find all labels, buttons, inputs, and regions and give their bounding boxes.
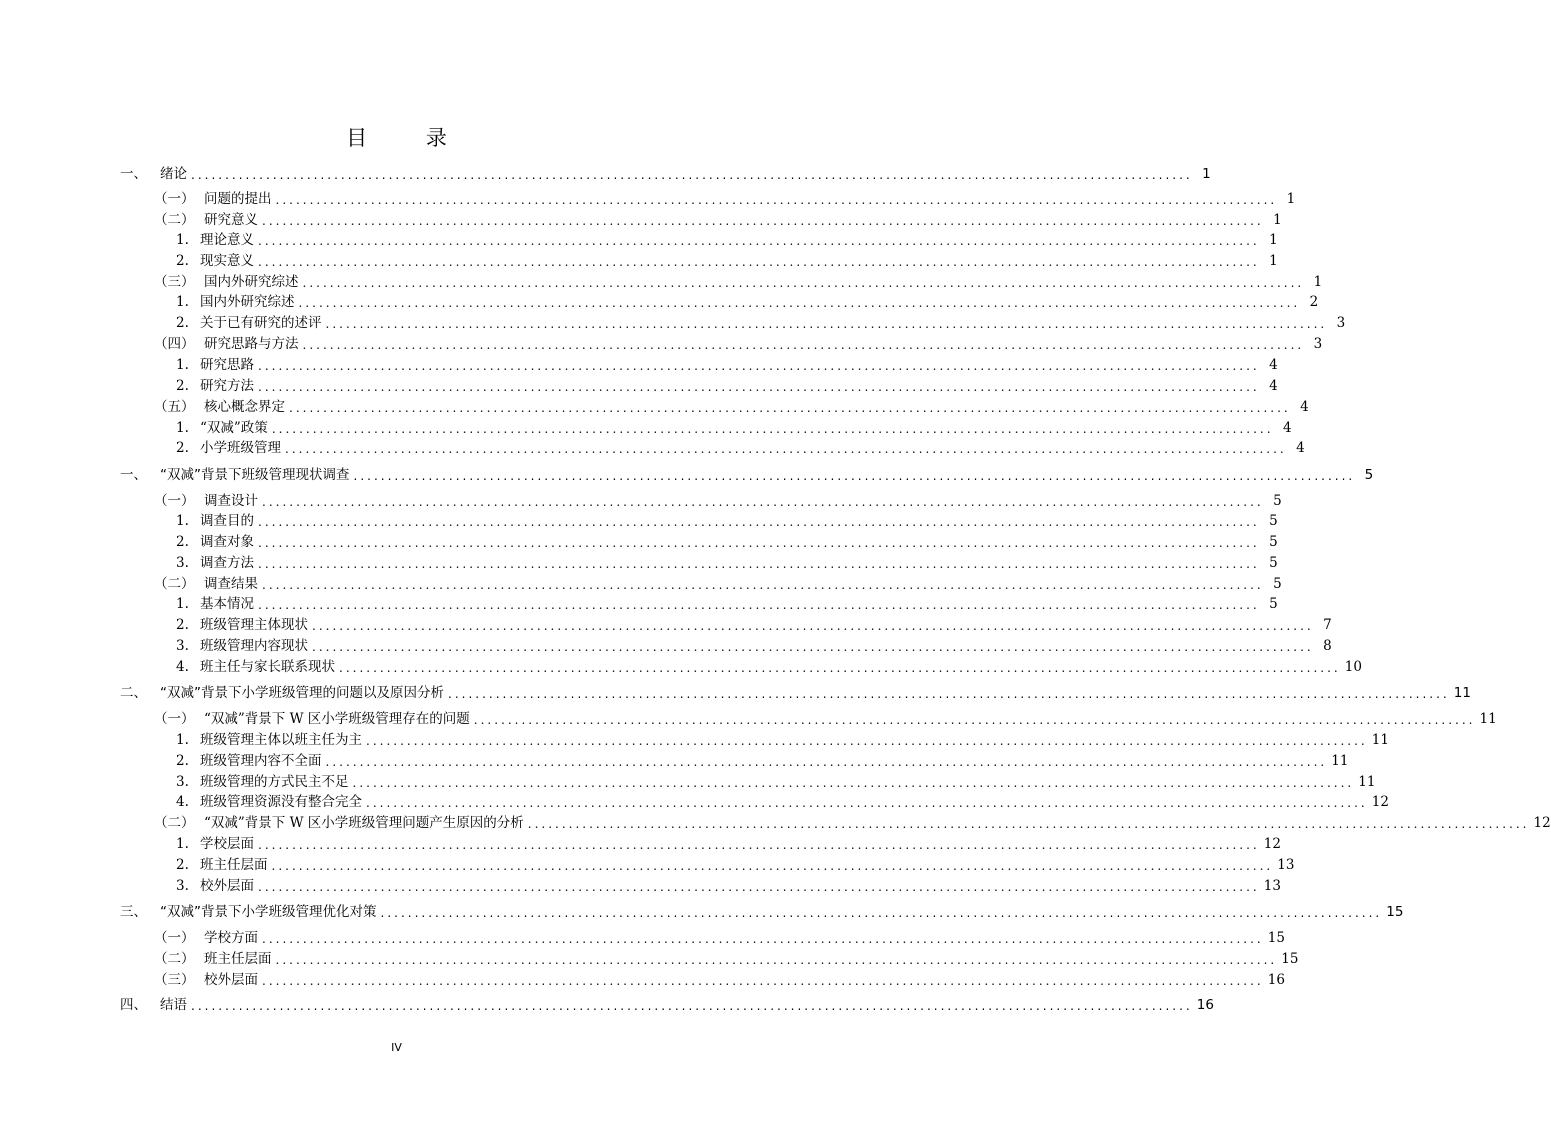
toc-dot-leader: ................................................................................................................................................... xyxy=(353,469,1356,483)
toc-page-number: 3 xyxy=(1313,336,1323,352)
toc-subsection-entry[interactable] xyxy=(120,292,1319,312)
toc-page-number: 5 xyxy=(1273,493,1282,509)
toc-entry-title: 学校层面 xyxy=(200,836,254,852)
toc-dot-leader: ................................................................................................................................................... xyxy=(312,619,1314,633)
toc-entry-title: 调查目的 xyxy=(200,513,254,529)
toc-dot-leader: ................................................................................................................................................... xyxy=(302,338,1305,352)
toc-section-entry[interactable] xyxy=(120,491,1282,511)
toc-entry-heading xyxy=(120,438,281,458)
toc-entry-number: 1. xyxy=(176,232,189,248)
toc-entry-heading xyxy=(120,292,295,312)
toc-entry-number: 4. xyxy=(176,659,189,675)
toc-entry-title: 班级管理主体现状 xyxy=(200,617,308,633)
toc-entry-number: （二） xyxy=(154,815,195,831)
toc-subsection-entry[interactable] xyxy=(120,772,1376,792)
toc-dot-leader: ................................................................................................................................................... xyxy=(527,817,1530,831)
toc-entry-title: 调查方法 xyxy=(200,555,254,571)
toc-entry-number: 1. xyxy=(176,513,189,529)
toc-page-number: 8 xyxy=(1323,638,1332,654)
toc-dot-leader: ................................................................................................................................................... xyxy=(258,536,1260,550)
toc-entry-heading xyxy=(120,230,254,250)
toc-entry-title: 研究思路与方法 xyxy=(204,336,299,352)
toc-subsection-entry[interactable] xyxy=(120,615,1332,635)
toc-entry-number: 2. xyxy=(176,753,189,769)
toc-entry-heading xyxy=(120,553,254,573)
toc-entry-heading xyxy=(120,418,268,438)
toc-entry-heading xyxy=(120,615,308,635)
toc-subsection-entry[interactable] xyxy=(120,792,1389,812)
toc-page-number: 10 xyxy=(1344,659,1362,675)
toc-entry-heading xyxy=(120,902,377,922)
toc-entry-heading xyxy=(120,657,335,677)
toc-page-number: 1 xyxy=(1202,166,1211,182)
toc-entry-heading xyxy=(120,949,272,969)
toc-page-number: 16 xyxy=(1196,997,1214,1013)
toc-page-number: 5 xyxy=(1269,555,1278,571)
toc-dot-leader: ................................................................................................................................................... xyxy=(258,838,1260,852)
toc-page-number: 13 xyxy=(1263,878,1281,894)
toc-section-entry[interactable] xyxy=(120,928,1285,948)
toc-entry-number: （四） xyxy=(154,336,195,352)
toc-entry-number: （二） xyxy=(154,576,195,592)
toc-entry-heading xyxy=(120,594,254,614)
toc-entry-title: 班主任层面 xyxy=(200,857,268,873)
toc-page-number: 12 xyxy=(1371,794,1389,810)
toc-dot-leader: ................................................................................................................................................... xyxy=(271,422,1274,436)
toc-entry-title: 理论意义 xyxy=(200,232,254,248)
toc-entry-heading xyxy=(120,970,258,990)
page-title: 目 录 xyxy=(346,126,473,150)
toc-dot-leader: ................................................................................................................................................... xyxy=(191,999,1193,1013)
toc-page-number: 11 xyxy=(1479,711,1497,727)
toc-dot-leader: ................................................................................................................................................... xyxy=(258,557,1260,571)
toc-dot-leader: ................................................................................................................................................... xyxy=(339,661,1341,675)
toc-entry-heading xyxy=(120,334,299,354)
toc-page-number: 12 xyxy=(1533,815,1551,831)
toc-entry-number: 1. xyxy=(176,294,189,310)
toc-page-number: 4 xyxy=(1269,378,1278,394)
toc-dot-leader: ................................................................................................................................................... xyxy=(258,598,1260,612)
toc-entry-number: （二） xyxy=(154,212,195,228)
toc-entry-heading xyxy=(120,313,322,333)
toc-entry-title: 班级管理内容现状 xyxy=(200,638,308,654)
toc-section-entry[interactable] xyxy=(120,949,1299,969)
toc-page-number: 1 xyxy=(1313,274,1323,290)
toc-page-number: 7 xyxy=(1323,617,1332,633)
toc-entry-number: （一） xyxy=(154,493,195,509)
toc-entry-heading xyxy=(120,834,254,854)
toc-subsection-entry[interactable] xyxy=(120,657,1362,677)
toc-dot-leader: ................................................................................................................................................... xyxy=(271,859,1274,873)
toc-entry-number: 四、 xyxy=(120,997,147,1013)
toc-page-number: 11 xyxy=(1371,732,1389,748)
toc-entry-number: 3. xyxy=(176,555,189,571)
toc-subsection-entry[interactable] xyxy=(120,376,1278,396)
toc-page-number: 5 xyxy=(1273,576,1282,592)
toc-entry-title: 研究意义 xyxy=(204,212,258,228)
toc-entry-heading xyxy=(120,532,254,552)
toc-page-number: 5 xyxy=(1364,467,1374,483)
toc-entry-number: （一） xyxy=(154,930,195,946)
toc-subsection-entry[interactable] xyxy=(120,855,1295,875)
toc-entry-heading xyxy=(120,709,470,729)
toc-subsection-entry[interactable] xyxy=(120,876,1281,896)
toc-dot-leader: ................................................................................................................................................... xyxy=(366,796,1368,810)
toc-entry-number: 1. xyxy=(176,357,189,373)
toc-entry-title: 班级管理内容不全面 xyxy=(200,753,322,769)
toc-dot-leader: ................................................................................................................................................... xyxy=(325,755,1328,769)
toc-entry-heading xyxy=(120,636,308,656)
toc-entry-title: 基本情况 xyxy=(200,596,254,612)
toc-chapter-entry[interactable] xyxy=(120,683,1471,703)
toc-page-number: 5 xyxy=(1269,534,1278,550)
toc-dot-leader: ................................................................................................................................................... xyxy=(325,317,1328,331)
toc-entry-heading xyxy=(120,272,299,292)
toc-entry-title: 研究思路 xyxy=(200,357,254,373)
toc-entry-title: 校外层面 xyxy=(204,972,258,988)
toc-entry-number: 2. xyxy=(176,440,189,456)
toc-dot-leader: ................................................................................................................................................... xyxy=(262,974,1264,988)
toc-subsection-entry[interactable] xyxy=(120,355,1278,375)
toc-dot-leader: ................................................................................................................................................... xyxy=(262,214,1264,228)
toc-entry-heading xyxy=(120,876,254,896)
toc-page-number: 15 xyxy=(1281,951,1299,967)
toc-subsection-entry[interactable] xyxy=(120,553,1278,573)
toc-dot-leader: ................................................................................................................................................... xyxy=(258,880,1260,894)
toc-entry-heading xyxy=(120,730,362,750)
toc-dot-leader: ................................................................................................................................................... xyxy=(285,442,1287,456)
toc-entry-number: 一、 xyxy=(120,166,147,182)
toc-entry-heading xyxy=(120,813,524,833)
toc-entry-number: 2. xyxy=(176,378,189,394)
toc-entry-title: 调查对象 xyxy=(200,534,254,550)
toc-entry-number: 3. xyxy=(176,878,189,894)
toc-entry-heading xyxy=(120,491,258,511)
toc-dot-leader: ................................................................................................................................................... xyxy=(258,359,1260,373)
toc-section-entry[interactable] xyxy=(120,272,1323,292)
toc-dot-leader: ................................................................................................................................................... xyxy=(289,401,1291,415)
toc-entry-title: 核心概念界定 xyxy=(204,399,285,415)
toc-entry-number: （三） xyxy=(154,274,195,290)
toc-entry-title: 学校方面 xyxy=(204,930,258,946)
toc-page-number: 1 xyxy=(1269,253,1278,269)
toc-entry-heading xyxy=(120,792,362,812)
page-number-footer: IV xyxy=(391,1041,402,1054)
toc-subsection-entry[interactable] xyxy=(120,313,1346,333)
toc-page-number: 11 xyxy=(1453,685,1471,701)
toc-dot-leader: ................................................................................................................................................... xyxy=(262,578,1264,592)
toc-dot-leader: ................................................................................................................................................... xyxy=(258,515,1260,529)
toc-entry-title: 班级管理的方式民主不足 xyxy=(200,774,349,790)
toc-page-number: 11 xyxy=(1358,774,1376,790)
toc-entry-title: “双减”背景下班级管理现状调查 xyxy=(160,467,350,483)
toc-dot-leader: ................................................................................................................................................... xyxy=(352,776,1355,790)
toc-page-number: 15 xyxy=(1267,930,1285,946)
toc-section-entry[interactable] xyxy=(120,574,1282,594)
toc-dot-leader: ................................................................................................................................................... xyxy=(448,687,1450,701)
toc-entry-heading xyxy=(120,376,254,396)
toc-entry-title: “双减”政策 xyxy=(200,420,268,436)
toc-subsection-entry[interactable] xyxy=(120,636,1332,656)
toc-dot-leader: ................................................................................................................................................... xyxy=(366,734,1368,748)
toc-entry-heading xyxy=(120,397,285,417)
toc-page-number: 4 xyxy=(1296,440,1305,456)
toc-dot-leader: ................................................................................................................................................... xyxy=(380,906,1383,920)
toc-entry-title: 国内外研究综述 xyxy=(204,274,299,290)
toc-entry-number: 2. xyxy=(176,857,189,873)
toc-chapter-entry[interactable] xyxy=(120,465,1374,485)
toc-page-number: 15 xyxy=(1386,904,1404,920)
toc-page-number: 5 xyxy=(1269,513,1278,529)
toc-entry-number: （二） xyxy=(154,951,195,967)
toc-dot-leader: ................................................................................................................................................... xyxy=(258,255,1260,269)
toc-section-entry[interactable] xyxy=(120,970,1285,990)
toc-entry-title: 班主任层面 xyxy=(204,951,272,967)
toc-entry-title: 调查结果 xyxy=(204,576,258,592)
toc-chapter-entry[interactable] xyxy=(120,164,1211,184)
toc-entry-number: 二、 xyxy=(120,685,147,701)
toc-chapter-entry[interactable] xyxy=(120,902,1404,922)
toc-entry-number: 2. xyxy=(176,617,189,633)
toc-entry-title: “双减”背景下小学班级管理的问题以及原因分析 xyxy=(160,685,444,701)
toc-dot-leader: ................................................................................................................................................... xyxy=(258,380,1260,394)
toc-page-number: 4 xyxy=(1300,399,1309,415)
toc-dot-leader: ................................................................................................................................................... xyxy=(473,713,1476,727)
toc-subsection-entry[interactable] xyxy=(120,230,1278,250)
toc-entry-number: 1. xyxy=(176,836,189,852)
toc-entry-heading xyxy=(120,164,187,184)
toc-page-number: 4 xyxy=(1282,420,1292,436)
toc-subsection-entry[interactable] xyxy=(120,438,1305,458)
toc-entry-heading xyxy=(120,995,187,1015)
toc-entry-heading xyxy=(120,574,258,594)
toc-dot-leader: ................................................................................................................................................... xyxy=(275,193,1278,207)
toc-page-number: 5 xyxy=(1269,596,1278,612)
toc-entry-number: （三） xyxy=(154,972,195,988)
toc-entry-number: 2. xyxy=(176,253,189,269)
toc-section-entry[interactable] xyxy=(120,397,1309,417)
toc-entry-heading xyxy=(120,465,350,485)
toc-subsection-entry[interactable] xyxy=(120,532,1278,552)
toc-page-number: 4 xyxy=(1269,357,1278,373)
toc-entry-title: 关于已有研究的述评 xyxy=(200,315,322,331)
toc-entry-title: 校外层面 xyxy=(200,878,254,894)
toc-entry-number: 1. xyxy=(176,596,189,612)
toc-entry-title: 绪论 xyxy=(160,166,187,182)
toc-entry-title: 国内外研究综述 xyxy=(200,294,295,310)
toc-entry-heading xyxy=(120,772,349,792)
toc-subsection-entry[interactable] xyxy=(120,730,1389,750)
toc-page-number: 13 xyxy=(1277,857,1295,873)
toc-entry-title: 结语 xyxy=(160,997,187,1013)
toc-entry-title: “双减”背景下 W 区小学班级管理问题产生原因的分析 xyxy=(204,815,524,831)
toc-page-number: 1 xyxy=(1269,232,1278,248)
toc-dot-leader: ................................................................................................................................................... xyxy=(302,276,1305,290)
toc-page-number: 16 xyxy=(1267,972,1285,988)
toc-entry-heading xyxy=(120,189,272,209)
toc-entry-number: 2. xyxy=(176,534,189,550)
toc-entry-heading xyxy=(120,251,254,271)
toc-page-number: 1 xyxy=(1286,191,1296,207)
toc-entry-number: 一、 xyxy=(120,467,147,483)
toc-dot-leader: ................................................................................................................................................... xyxy=(258,234,1260,248)
toc-entry-number: （一） xyxy=(154,191,195,207)
toc-entry-title: “双减”背景下小学班级管理优化对策 xyxy=(160,904,377,920)
toc-subsection-entry[interactable] xyxy=(120,251,1278,271)
toc-subsection-entry[interactable] xyxy=(120,751,1349,771)
toc-subsection-entry[interactable] xyxy=(120,418,1292,438)
toc-entry-number: 4. xyxy=(176,794,189,810)
toc-dot-leader: ................................................................................................................................................... xyxy=(262,932,1264,946)
toc-entry-title: 班主任与家长联系现状 xyxy=(200,659,335,675)
toc-entry-title: 研究方法 xyxy=(200,378,254,394)
toc-entry-number: 三、 xyxy=(120,904,147,920)
toc-entry-heading xyxy=(120,355,254,375)
toc-entry-heading xyxy=(120,928,258,948)
toc-entry-number: 1. xyxy=(176,732,189,748)
toc-entry-number: 3. xyxy=(176,774,189,790)
toc-entry-number: 2. xyxy=(176,315,189,331)
toc-entry-number: 3. xyxy=(176,638,189,654)
toc-entry-heading xyxy=(120,683,444,703)
toc-section-entry[interactable] xyxy=(120,210,1282,230)
toc-entry-title: 问题的提出 xyxy=(204,191,272,207)
toc-entry-heading xyxy=(120,751,322,771)
toc-page-number: 3 xyxy=(1336,315,1346,331)
toc-entry-title: 小学班级管理 xyxy=(200,440,281,456)
toc-page-number: 12 xyxy=(1263,836,1281,852)
toc-dot-leader: ................................................................................................................................................... xyxy=(312,640,1314,654)
toc-section-entry[interactable] xyxy=(120,334,1323,354)
toc-section-entry[interactable] xyxy=(120,813,1551,833)
toc-page-number: 11 xyxy=(1331,753,1349,769)
toc-entry-title: 班级管理资源没有整合完全 xyxy=(200,794,362,810)
toc-dot-leader: ................................................................................................................................................... xyxy=(262,495,1264,509)
toc-section-entry[interactable] xyxy=(120,189,1296,209)
toc-chapter-entry[interactable] xyxy=(120,995,1214,1015)
toc-dot-leader: ................................................................................................................................................... xyxy=(275,953,1278,967)
toc-entry-number: 1. xyxy=(176,420,189,436)
toc-page-number: 1 xyxy=(1273,212,1282,228)
toc-subsection-entry[interactable] xyxy=(120,511,1278,531)
toc-subsection-entry[interactable] xyxy=(120,594,1278,614)
toc-entry-heading xyxy=(120,511,254,531)
toc-dot-leader: ................................................................................................................................................... xyxy=(298,296,1301,310)
toc-entry-title: “双减”背景下 W 区小学班级管理存在的问题 xyxy=(204,711,470,727)
toc-entry-title: 班级管理主体以班主任为主 xyxy=(200,732,362,748)
toc-dot-leader: ................................................................................................................................................... xyxy=(191,168,1193,182)
toc-page-number: 2 xyxy=(1309,294,1319,310)
toc-entry-number: （一） xyxy=(154,711,195,727)
toc-entry-title: 调查设计 xyxy=(204,493,258,509)
toc-entry-title: 现实意义 xyxy=(200,253,254,269)
toc-entry-number: （五） xyxy=(154,399,195,415)
toc-subsection-entry[interactable] xyxy=(120,834,1281,854)
toc-entry-heading xyxy=(120,210,258,230)
toc-section-entry[interactable] xyxy=(120,709,1497,729)
toc-entry-heading xyxy=(120,855,268,875)
